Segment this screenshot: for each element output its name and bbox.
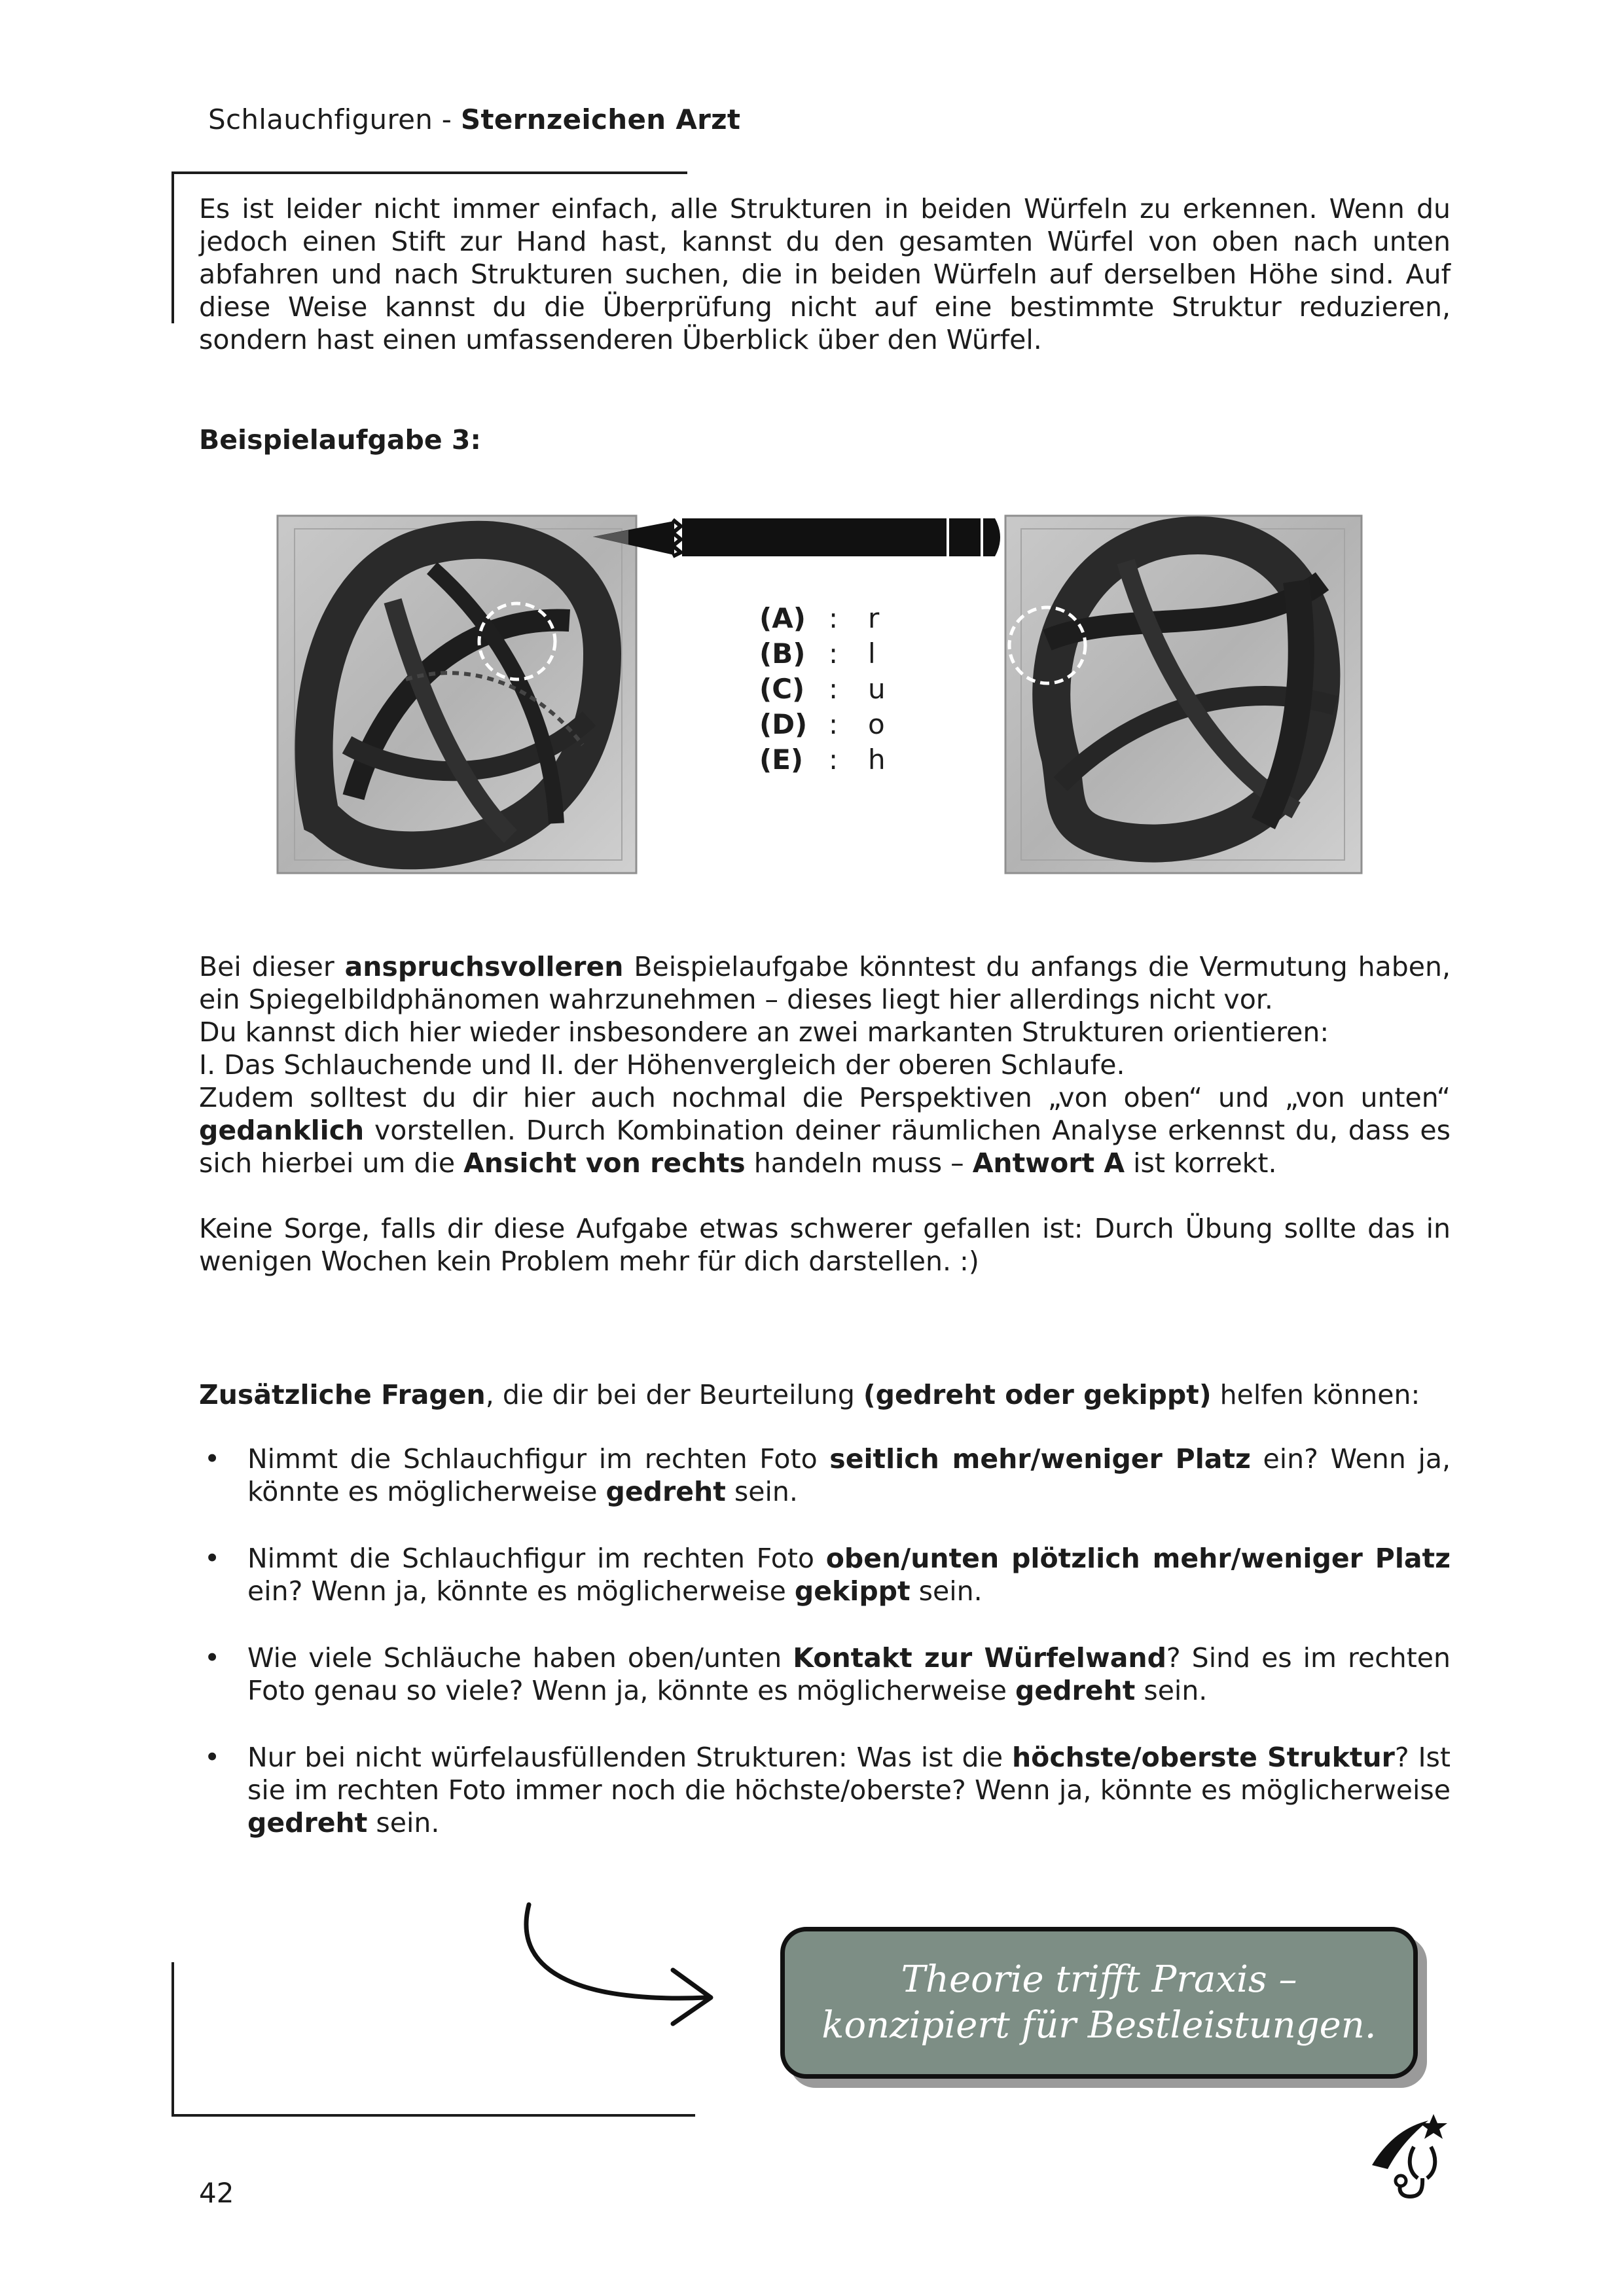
list-item: • Nur bei nicht würfelausfüllenden Strukturen: Was ist die höchste/oberste Struktur? Ist sie im rechten Foto immer noch die höchste/oberste? Wenn ja, könnte es möglicherweise gedreht sein. xyxy=(204,1742,1451,1839)
answer-option: (D) : o xyxy=(759,708,885,740)
bullet-icon: • xyxy=(204,1543,221,1574)
answer-option: (C) : u xyxy=(759,673,886,705)
list-item: • Nimmt die Schlauchfigur im rechten Foto oben/unten plötzlich mehr/weniger Platz ein? Wenn ja, könnte es möglicherweise gekippt sein. xyxy=(204,1543,1451,1607)
left-cube-photo xyxy=(278,516,636,873)
pencil-icon xyxy=(593,518,1000,556)
answer-option: (B) : l xyxy=(759,637,876,670)
explanation-p1: Bei dieser anspruchsvolleren Beispielaufgabe könntest du anfangs die Vermutung haben, ein Spiegelbildphänomen wahrzunehmen – dieses liegt hier allerdings nicht vor. xyxy=(199,951,1451,1015)
arrow-icon xyxy=(511,1898,733,2029)
intro-paragraph: Es ist leider nicht immer einfach, alle Strukturen in beiden Würfeln zu erkennen. Wenn du jedoch einen Stift zur Hand hast, kannst du den gesamten Würfel von oben nach unten abfahren und nach Strukturen suchen, die in beiden Würfeln auf derselben Höhe sind. Auf diese Weise kannst du die Überprüfung nicht auf eine bestimmte Struktur reduzieren, sondern hast einen umfassenderen Überblick über den Würfel. xyxy=(199,193,1451,355)
explanation-p5: Keine Sorge, falls dir diese Aufgabe etwas schwerer gefallen ist: Durch Übung sollte das in wenigen Wochen kein Problem mehr für dich darstellen. :) xyxy=(199,1213,1451,1277)
shooting-star-stethoscope-logo xyxy=(1368,2113,1457,2202)
question-list xyxy=(199,1443,1451,1873)
page-header xyxy=(208,103,740,135)
explanation xyxy=(199,950,1451,1278)
list-item: • Wie viele Schläuche haben oben/unten Kontakt zur Würfelwand? Sind es im rechten Foto genau so viele? Wenn ja, könnte es möglicherweise gedreht sein. xyxy=(204,1642,1451,1706)
bracket-left-line xyxy=(171,171,174,323)
list-item: • Nimmt die Schlauchfigur im rechten Foto seitlich mehr/weniger Platz ein? Wenn ja, könnte es möglicherweise gedreht sein. xyxy=(204,1443,1451,1507)
bullet-icon: • xyxy=(204,1443,221,1475)
example-heading: Beispielaufgabe 3: xyxy=(199,424,481,456)
explanation-p2: Du kannst dich hier wieder insbesondere an zwei markanten Strukturen orientieren: xyxy=(199,1016,1329,1048)
bottom-bracket-bottom-line xyxy=(171,2114,695,2117)
answer-option: (A) : r xyxy=(759,602,880,634)
bottom-bracket-left-line xyxy=(171,1962,174,2117)
answer-option: (E) : h xyxy=(759,744,886,776)
callout-box xyxy=(780,1927,1418,2079)
page-number: 42 xyxy=(199,2177,234,2209)
bracket-top-line xyxy=(171,171,687,174)
bullet-icon: • xyxy=(204,1642,221,1674)
right-cube-photo xyxy=(1005,516,1362,873)
questions-intro: Zusätzliche Fragen, die dir bei der Beurteilung (gedreht oder gekippt) helfen können: xyxy=(199,1379,1420,1410)
explanation-p4: Zudem solltest du dir hier auch nochmal die Perspektiven „von oben“ und „von unten“ gedanklich vorstellen. Durch Kombination deiner räumlichen Analyse erkennst du, dass es sich hierbei um die Ansicht von rechts handeln muss – Antwort A ist korrekt. xyxy=(199,1082,1451,1179)
callout-line-1: Theorie trifft Praxis – xyxy=(901,1958,1297,2001)
explanation-p3: I. Das Schlauchende und II. der Höhenvergleich der oberen Schlaufe. xyxy=(199,1049,1125,1081)
callout-line-2: konzipiert für Bestleistungen. xyxy=(821,2004,1377,2047)
bullet-icon: • xyxy=(204,1742,221,1773)
answer-options xyxy=(759,601,894,778)
header-chapter: Sternzeichen Arzt xyxy=(460,103,741,135)
header-topic: Schlauchfiguren - xyxy=(208,103,461,135)
